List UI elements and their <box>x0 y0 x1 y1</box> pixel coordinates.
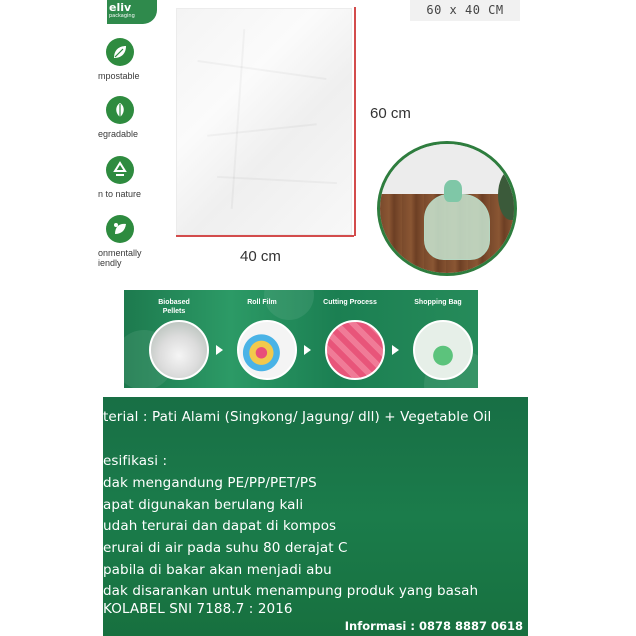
process-strip <box>124 290 478 388</box>
bag-sheet-image <box>176 8 352 235</box>
bag-in-use-photo <box>377 141 517 276</box>
feature-label: egradable <box>98 129 139 139</box>
spec-item: pabila di bakar akan menjadi abu <box>103 562 332 578</box>
brand-name: eliv <box>109 1 132 14</box>
step-label: Roll Film <box>247 299 277 306</box>
eco-leaf-icon <box>106 215 134 243</box>
feature-label: onmentally iendly <box>98 248 142 268</box>
process-step-cutting <box>310 290 390 388</box>
process-step-shopping-bag <box>398 290 478 388</box>
size-badge: 60 x 40 CM <box>410 0 520 21</box>
width-dimension-line <box>176 235 354 237</box>
pellets-image <box>149 320 209 380</box>
brand-logo <box>107 0 157 24</box>
contact-info: Informasi : 0878 8887 0618 <box>344 619 523 633</box>
shopping-bag-image <box>413 320 473 380</box>
spec-item: udah terurai dan dapat di kompos <box>103 518 337 534</box>
feature-label: mpostable <box>98 71 140 81</box>
step-label: Shopping Bag <box>414 299 462 306</box>
step-label: Cutting Process <box>323 299 377 306</box>
brand-tagline: packaging <box>109 13 135 19</box>
spec-heading: esifikasi : <box>103 453 168 469</box>
width-label: 40 cm <box>240 248 281 265</box>
material-text: terial : Pati Alami (Singkong/ Jagung/ dll) + Vegetable Oil <box>103 409 492 425</box>
spec-item: KOLABEL SNI 7188.7 : 2016 <box>103 601 293 617</box>
biodegradable-leaf-icon <box>106 96 134 124</box>
product-info-panel <box>103 397 528 636</box>
cutting-process-image <box>325 320 385 380</box>
height-dimension-line <box>354 7 356 236</box>
process-step-roll-film <box>222 290 302 388</box>
feature-label: n to nature <box>98 189 142 199</box>
compost-leaf-icon <box>106 38 134 66</box>
spec-item: erurai di air pada suhu 80 derajat C <box>103 540 348 556</box>
spec-item: dak mengandung PE/PP/PET/PS <box>103 475 317 491</box>
spec-item: dak disarankan untuk menampung produk yang basah <box>103 583 479 599</box>
height-label: 60 cm <box>370 105 411 122</box>
recycle-leaf-icon <box>106 156 134 184</box>
step-label: Biobased Pellets <box>158 299 190 315</box>
process-step-pellets <box>134 290 214 388</box>
spec-item: apat digunakan berulang kali <box>103 497 304 513</box>
roll-film-image <box>237 320 297 380</box>
